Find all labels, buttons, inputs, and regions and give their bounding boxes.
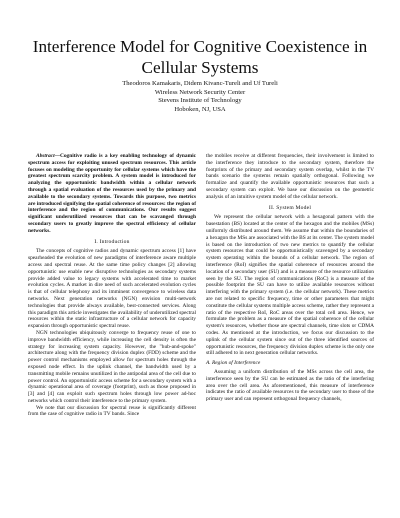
intro-paragraph-3: We note that our discussion for spectral reuse is significantly different from the case of cognitive radio in TV bands. Since bbox=[28, 404, 196, 418]
section-heading-system-model: II. System Model bbox=[268, 204, 312, 211]
author-block bbox=[60, 80, 340, 114]
abstract-text: —Cognitive radio is a key enabling technology of dynamic spectrum access for exploiting unused spectrum resources. This article focuses on modeling the opportunity for cellular systems which have the greatest spectrum scarcity problem. A system model is introduced for analyzing the opportunistic bandwidth within a cellular network through a spatial evaluation of the resources used by the primary and available to the secondary systems. Towards this purpose, two metrics are introduced signifying the spatial coherence of resources: the region of interference and the region of communications. Our results suggest significant underutilized resources that can be scavanged through secondary users to greatly improve the spectral efficiency of cellular networks. bbox=[28, 153, 196, 234]
section-heading-introduction: I. Introduction bbox=[94, 238, 130, 245]
author-names: Theodoros Kamakaris, Didem Kivanc-Tureli and Uf Tureli bbox=[122, 80, 278, 87]
affiliation-location: Hoboken, NJ, USA bbox=[174, 105, 226, 113]
right-column bbox=[206, 153, 374, 403]
system-model-paragraph: We represent the cellular network with a hexagonal pattern with the basestation (BS) located at the center of the hexagon and the mobiles (MSs) uniformly distributed around them. We assume that within the boundaries of a hexagon the MSs are associated with the BS at its center. The system model is based on the introduction of two new metrics to quantify the cellular system resources that could be opportunistically scavenged by a secondary system operating within the bounds of a cellular network. The region of interference (RoI) signifies the spatial coherence of resources around the location of a secondary user (SU) and is a measure of the resource utilization seen by the SU. The region of communications (RoC) is a measure of the possible footprint the SU can have to utilize available resources without interfering with the primary system (i.e. the cellular network). These metrics are not related to specific frequency, time or other parameters that might constitute the cellular systems multiple access scheme, rather they represent a ratio of the respective RoI, RoC areas over the total cell area. Hence, we formulate the problem as a measure of the spatial coherence of the cellular system's resources, whether those are spectral channels, time slots or CDMA codes. As mentioned at the introduction, we focus our discussion to the uplink of the cellular system since out of the three identified sources of opportunistic resources, the frequency division duplex scheme is the only one still adhered to in next generation cellular networks. bbox=[206, 214, 374, 357]
abstract-label: Abstract bbox=[36, 153, 55, 159]
intro-paragraph-2: NGN technologies ubiquitously converge to frequency reuse of one to improve bandwidth efficiency, while increasing the cell density is often the strategy for increasing system capacity. However, the "hub-and-spoke" architecture along with the frequency division duplex (FDD) scheme and the power control mechanisms employed allow for spectrum holes through the exposed node effect. In the uplink channel, the bandwidth used by a transmitting mobile remains unutilized in the antipodal area of the cell due to power control. An opportunistic access scheme for a secondary system with a dynamic operational area of coverage (footprint), such as those proposed in [3] and [4] can exploit such spectrum holes through low power ad-hoc networks which control their interference to the primary system. bbox=[28, 329, 196, 404]
affiliation-line-2: Stevens Institute of Technology bbox=[158, 97, 242, 105]
left-column bbox=[28, 153, 196, 418]
subsection-heading-roi: A. Region of Interference bbox=[206, 360, 261, 367]
affiliation-line-1: Wireless Network Security Center bbox=[154, 88, 246, 96]
intro-continuation: the mobiles receive at different frequencies, their involvement is limited to the interference they introduce to the secondary system, therefore the footprints of the primary and secondary system overlap, whilst in the TV bands scenario the systems remain spatially orthogonal. Following we formalize and quantify the available opportunistic resources that such a secondary system can exploit. We base our discussion on the geometric analysis of an intuitive system model of the cellular network. bbox=[206, 153, 374, 200]
paper-title: Interference Model for Cognitive Coexistence in Cellular Systems bbox=[32, 37, 368, 77]
roi-paragraph: Assuming a uniform distribution of the MSs across the cell area, the interference seen by the SU can be estimated as the ratio of the interfering area over the cell area. As aforementioned, this measure of interference indicates the ratio of available resources to the secondary user to those of the primary user and can represent orthogonal frequency channels, bbox=[206, 368, 374, 403]
intro-paragraph-1: The concepts of cognitive radios and dynamic spectrum access [1] have spearheaded the evolution of new paradigms of interference aware multiple access and spectral reuse. At the same time policy changes [2] allowing opportunistic use enable new disruptive technologies as secondary systems provide added value to legacy systems with accelerated time to market evolution cycles. A market in dire need of such accelerated evolution cycles is that of cellular telephony and its imminent convergence to wireless data networks. Next generation networks (NGN) envision multi-network technologies that provide always available, best-connected services. Along this paradigm this article investigates the availability of underutilized spectral resources within the static infrastructure of a cellular network for capacity expansion through opportunistic spectral reuse. bbox=[28, 248, 196, 330]
abstract bbox=[28, 153, 196, 235]
